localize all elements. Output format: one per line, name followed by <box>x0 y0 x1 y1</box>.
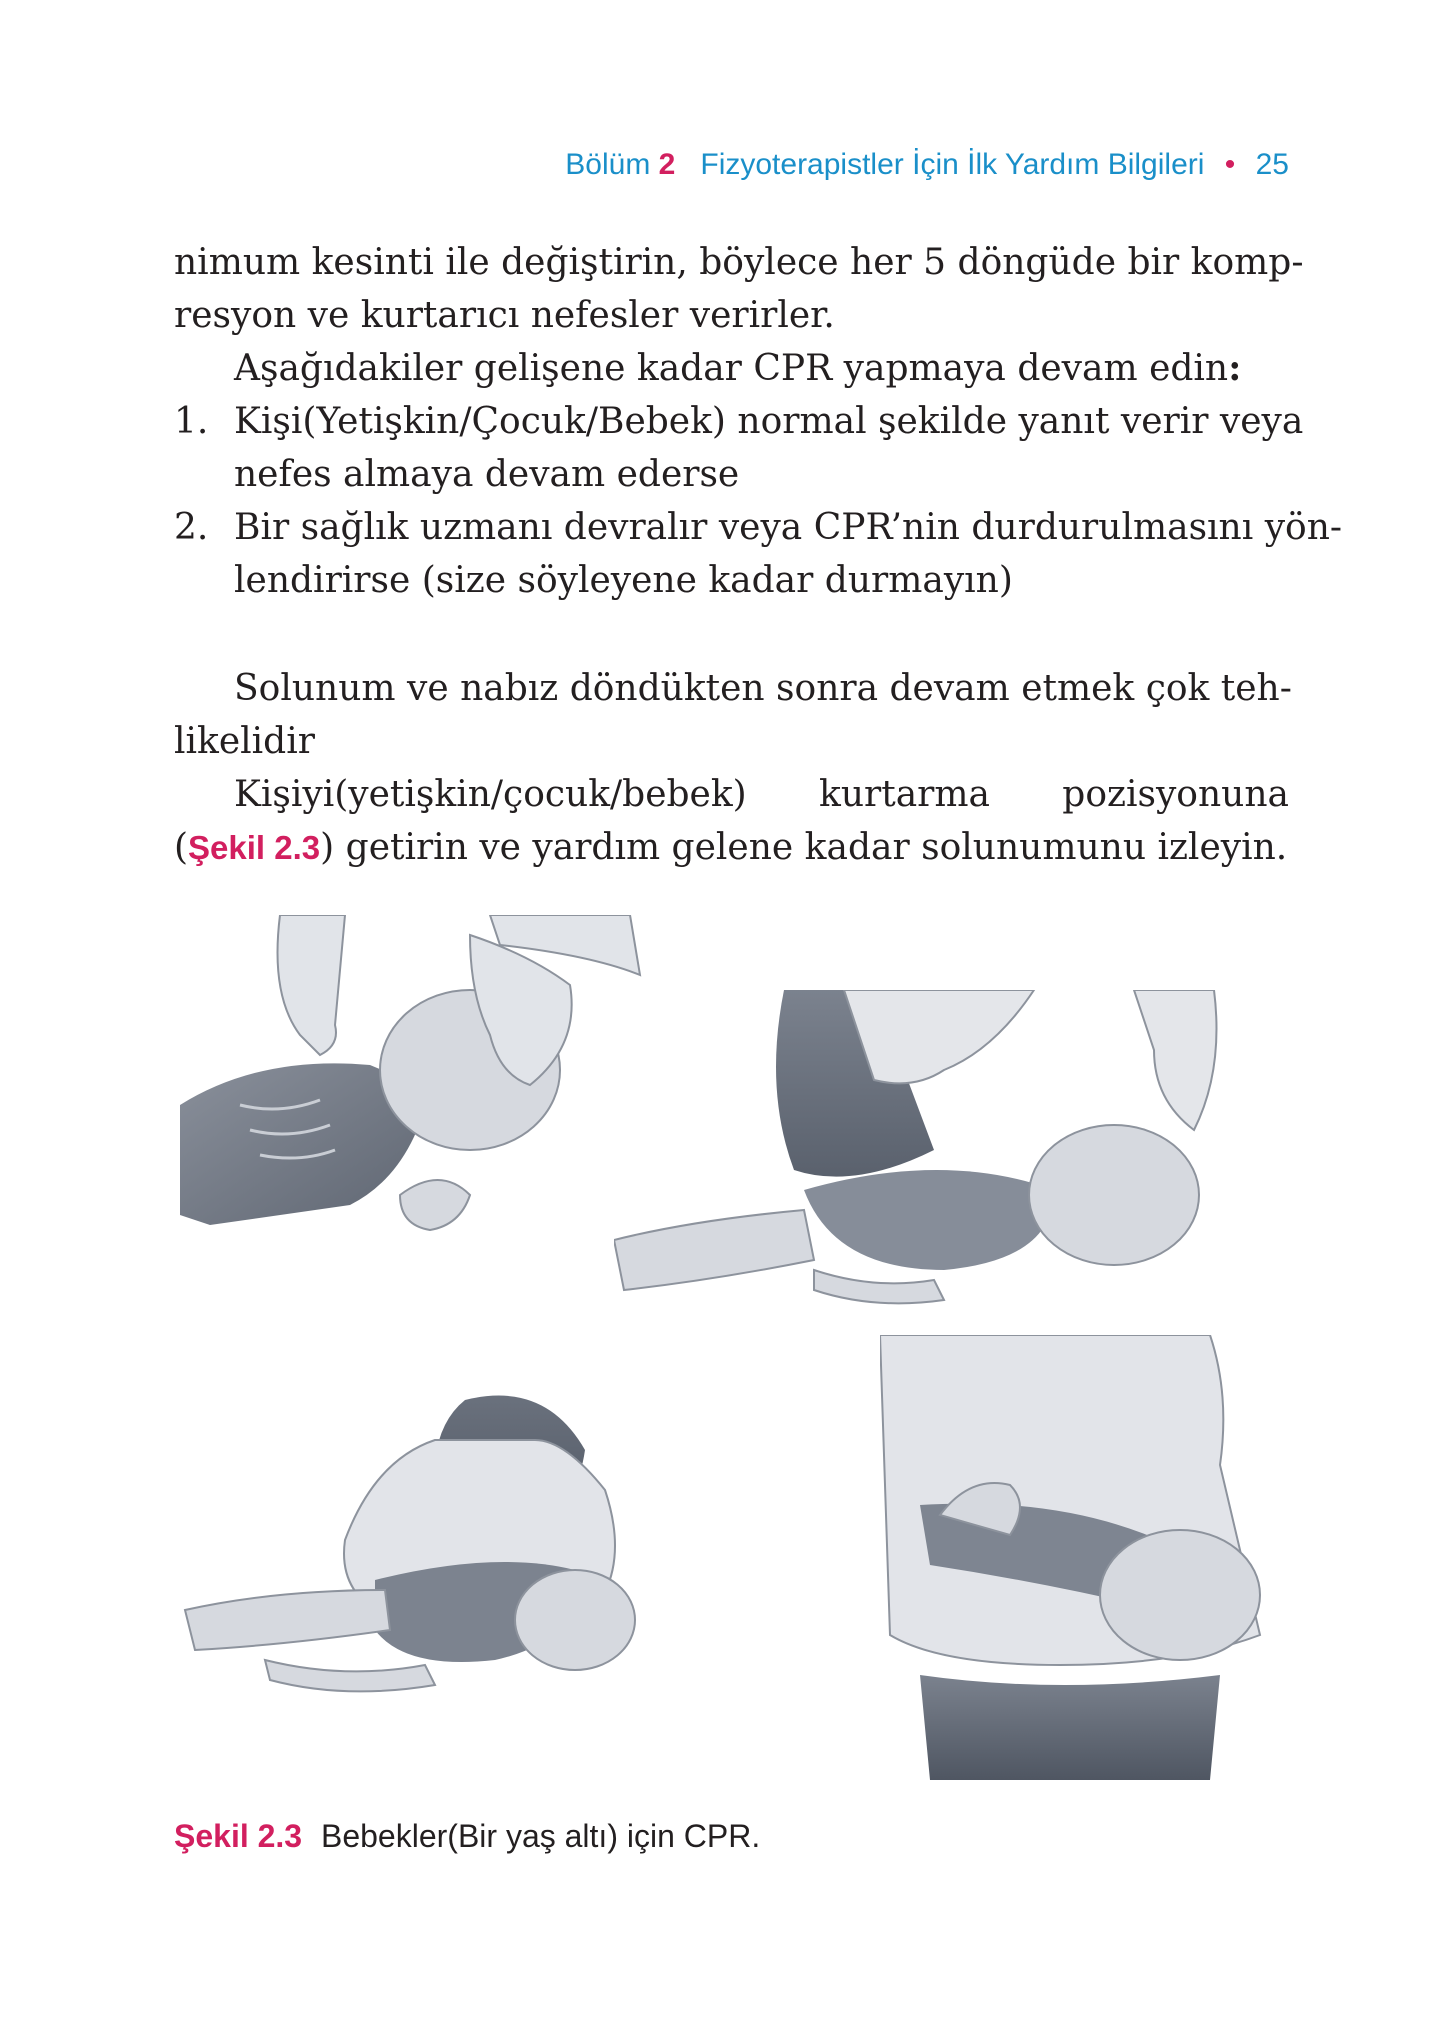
list-item-1-line-1: Kişi(Yetişkin/Çocuk/Bebek) normal şekilde yanıt verir veya <box>234 401 1304 442</box>
body-text-top <box>174 236 1343 607</box>
list-item-2-line-1: Bir sağlık uzmanı devralır veya CPR’nin durdurulmasını yön- <box>234 507 1343 548</box>
illustration-mouth-to-mouth <box>175 1380 775 1730</box>
figure-label: Şekil 2.3 <box>174 1818 303 1854</box>
header-bullet: • <box>1224 148 1236 181</box>
chapter-number: 2 <box>658 148 676 181</box>
paren-open: ( <box>174 827 189 868</box>
paragraph-3-line-2: likelidir <box>174 721 315 762</box>
paragraph-4-line-1: Kişiyi(yetişkin/çocuk/bebek) kurtarma pozisyonuna <box>234 774 1289 815</box>
chapter-word: Bölüm <box>565 148 651 181</box>
paragraph-2-colon: : <box>1228 347 1242 389</box>
paragraph-1-line-1: nimum kesinti ile değiştirin, böylece her 5 döngüde bir komp- <box>174 242 1304 283</box>
list-item-2-line-2: lendirirse (size söyleyene kadar durmayın) <box>234 560 1013 601</box>
paragraph-3-line-1: Solunum ve nabız döndükten sonra devam etmek çok teh- <box>234 668 1292 709</box>
list-item-2 <box>174 501 1343 607</box>
illustration-rescue-breaths <box>614 990 1294 1320</box>
list-item-1-number: 1. <box>174 401 209 442</box>
paragraph-4-rest: ) getirin ve yardım gelene kadar solunumunu izleyin. <box>320 827 1288 868</box>
list-item-1-line-2: nefes almaya devam ederse <box>234 454 740 495</box>
paragraph-2-text: Aşağıdakiler gelişene kadar CPR yapmaya devam edin <box>234 348 1229 389</box>
list-item-2-number: 2. <box>174 507 209 548</box>
list-item-1 <box>174 395 1304 501</box>
running-header <box>200 148 1289 182</box>
figure-caption-text: Bebekler(Bir yaş altı) için CPR. <box>320 1818 761 1854</box>
chapter-title: Fizyoterapistler İçin İlk Yardım Bilgileri <box>700 148 1205 181</box>
paragraph-4-line-2 <box>174 821 1289 874</box>
body-text-bottom <box>174 662 1292 874</box>
illustration-recovery-position <box>880 1335 1280 1780</box>
paragraph-2 <box>174 342 1289 395</box>
paragraph-1-line-2: resyon ve kurtarıcı nefesler verirler. <box>174 295 835 336</box>
figure-caption <box>174 1818 760 1855</box>
page-number: 25 <box>1255 148 1289 181</box>
figure-reference: Şekil 2.3 <box>188 829 321 866</box>
illustration-head-tilt <box>170 915 650 1255</box>
